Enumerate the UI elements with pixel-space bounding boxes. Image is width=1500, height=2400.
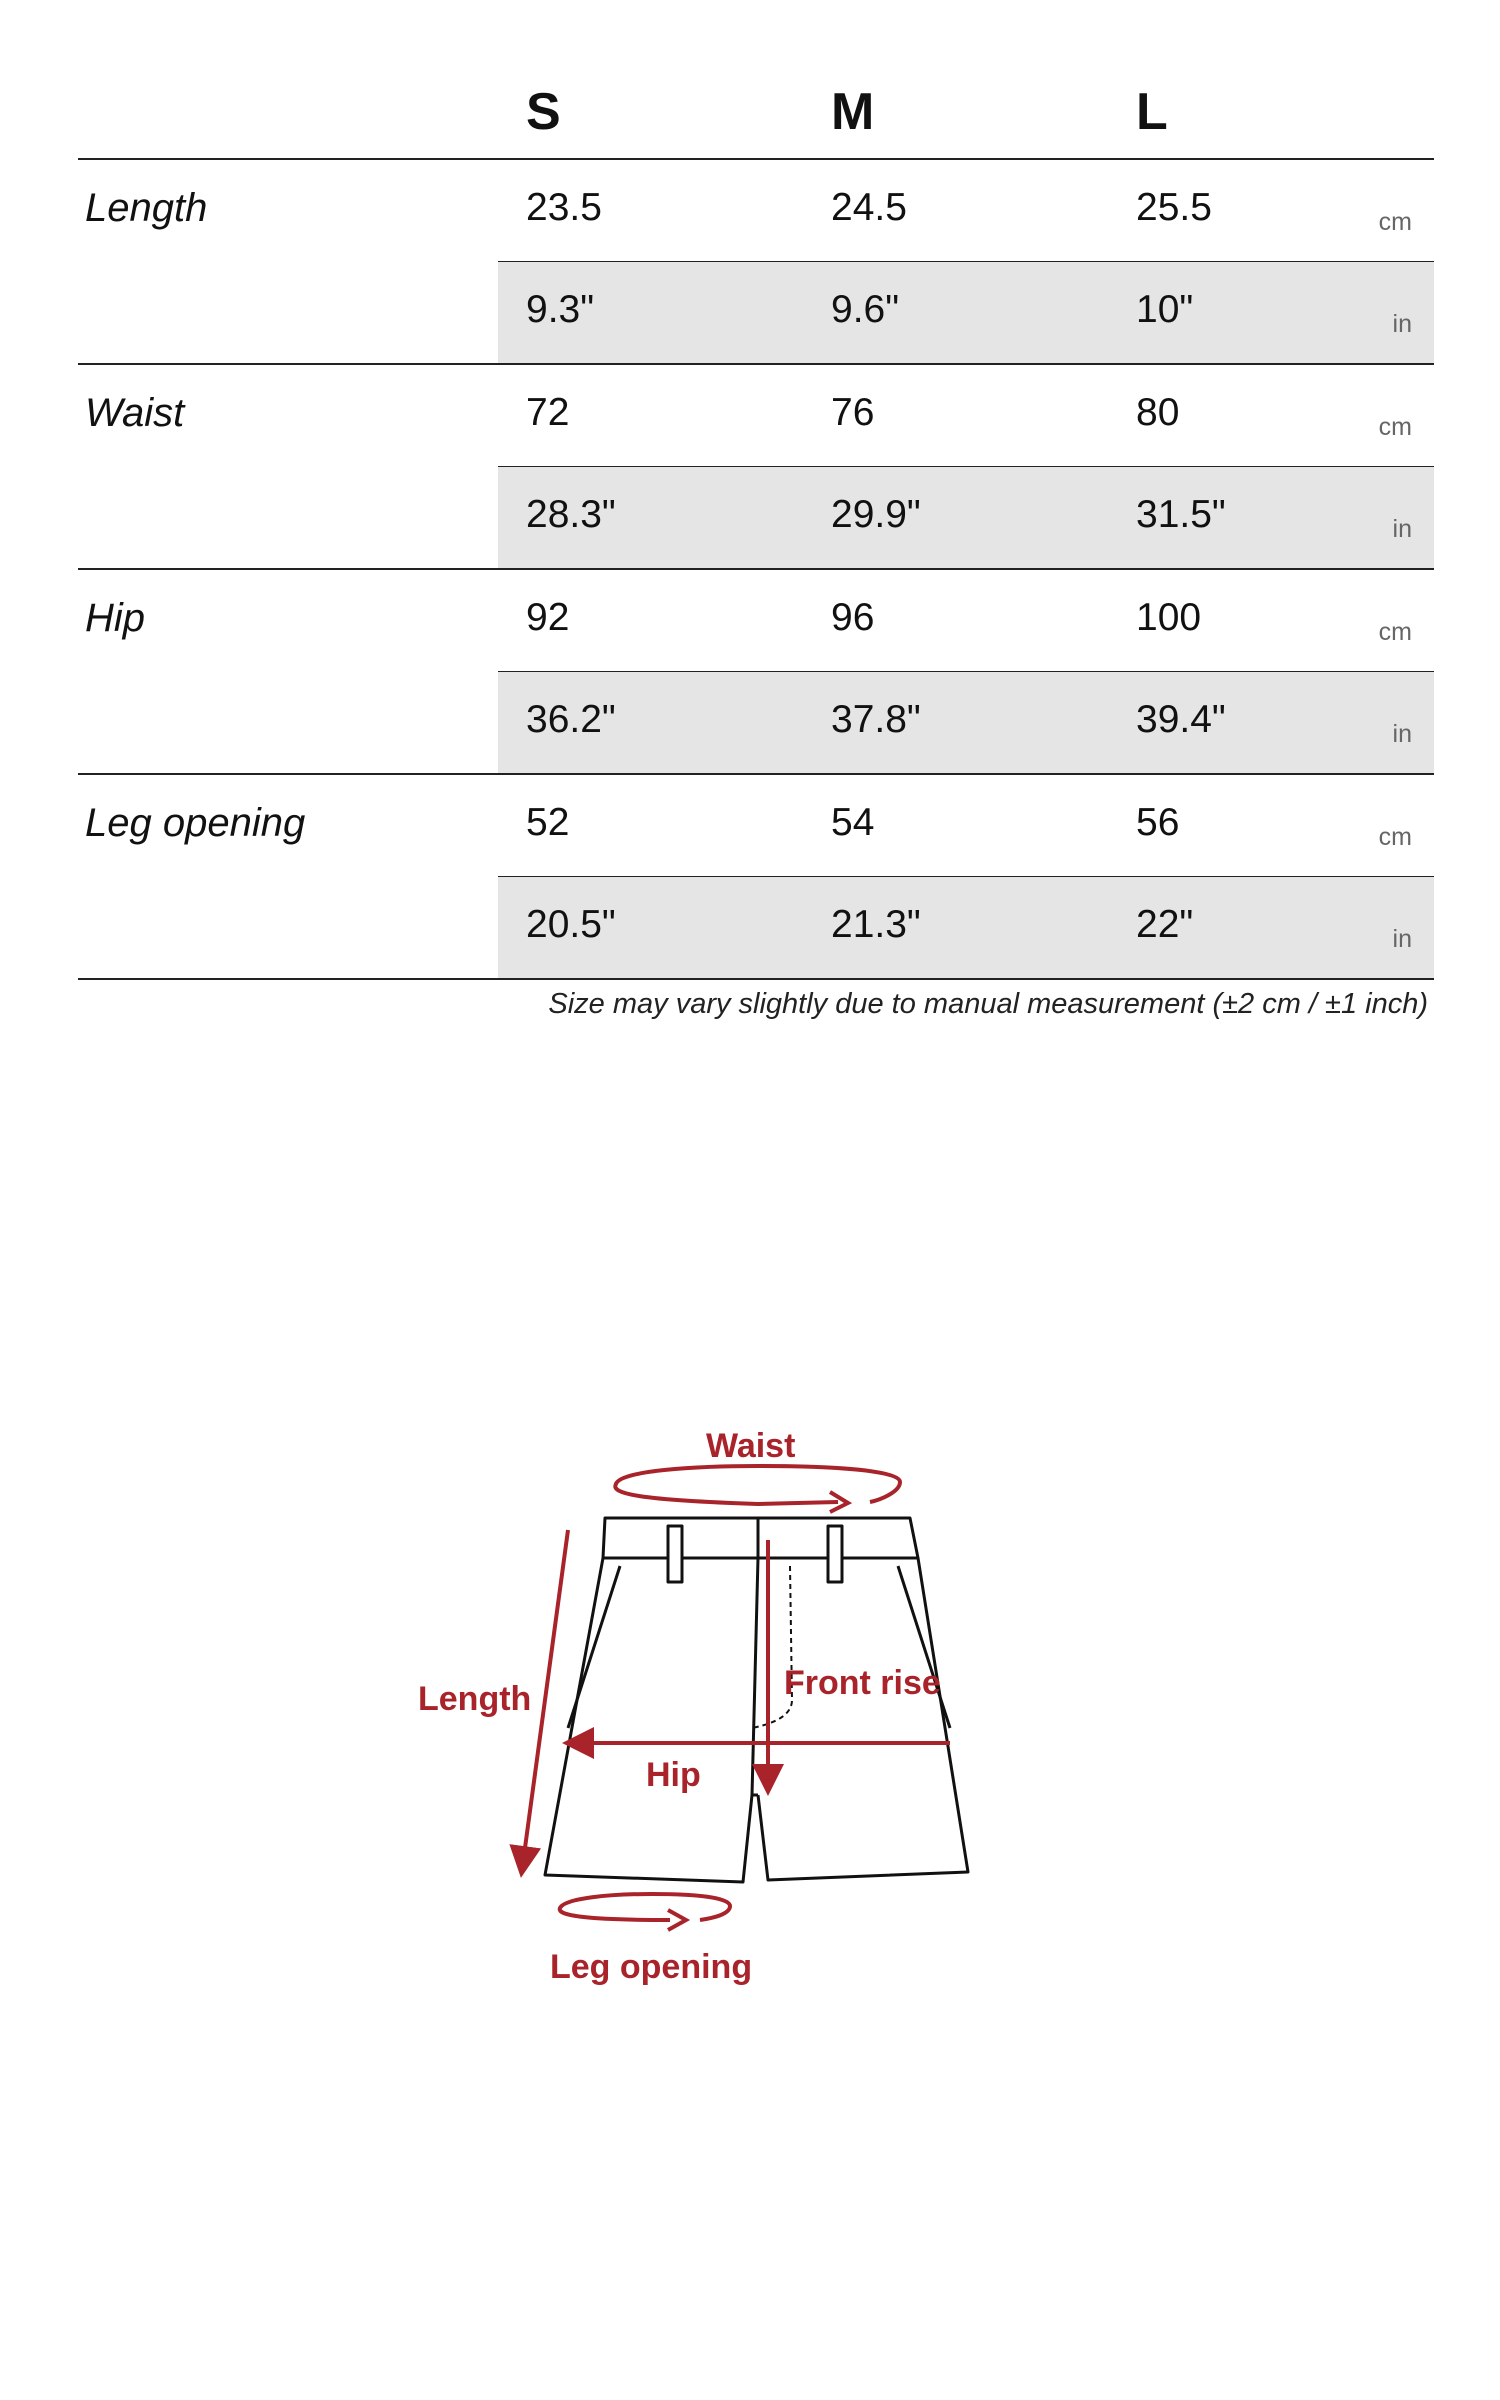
- shorts-body-right: [758, 1558, 968, 1880]
- cm-row: [498, 160, 1434, 263]
- value-cell: 92: [526, 596, 570, 639]
- size-header-s: S: [526, 83, 561, 141]
- value-cell: 31.5": [1136, 493, 1226, 536]
- pocket-left: [568, 1566, 620, 1728]
- measurement-footnote: Size may vary slightly due to manual measurement (±2 cm / ±1 inch): [548, 988, 1428, 1020]
- waist-label: Waist: [706, 1427, 796, 1465]
- value-cell: 56: [1136, 801, 1180, 844]
- value-cell: 52: [526, 801, 570, 844]
- belt-loop-left: [668, 1526, 682, 1582]
- value-cell: 22": [1136, 903, 1194, 946]
- value-cell: 72: [526, 391, 570, 434]
- unit-in: in: [1392, 515, 1412, 543]
- size-header-l: L: [1136, 83, 1168, 141]
- value-cell: 9.3": [526, 288, 595, 331]
- unit-in: in: [1392, 720, 1412, 748]
- size-header-row: [78, 60, 1434, 160]
- waist-arrow: [615, 1466, 900, 1504]
- value-cell: 80: [1136, 391, 1180, 434]
- measurement-group-leg-opening: [78, 775, 1434, 980]
- value-cell: 23.5: [526, 186, 602, 229]
- measurement-label: Leg opening: [85, 801, 306, 845]
- value-cell: 25.5: [1136, 186, 1212, 229]
- hip-label: Hip: [646, 1756, 701, 1794]
- measurement-group-length: [78, 160, 1434, 365]
- cm-row: [498, 775, 1434, 878]
- inch-row: [498, 262, 1434, 363]
- belt-loop-right: [828, 1526, 842, 1582]
- waistband: [603, 1518, 918, 1558]
- inch-row: [498, 672, 1434, 773]
- unit-in: in: [1392, 310, 1412, 338]
- shorts-measurement-diagram: [0, 1400, 1500, 2000]
- measurement-label: Waist: [85, 391, 185, 435]
- value-cell: 36.2": [526, 698, 616, 741]
- measurement-label: Hip: [85, 596, 146, 640]
- value-cell: 29.9": [831, 493, 921, 536]
- unit-cm: cm: [1378, 413, 1412, 441]
- value-cell: 21.3": [831, 903, 921, 946]
- unit-cm: cm: [1378, 618, 1412, 646]
- measurement-label: Length: [85, 186, 208, 230]
- value-cell: 39.4": [1136, 698, 1226, 741]
- unit-cm: cm: [1378, 208, 1412, 236]
- cm-row: [498, 365, 1434, 468]
- value-cell: 37.8": [831, 698, 921, 741]
- size-table: [78, 60, 1434, 980]
- unit-cm: cm: [1378, 823, 1412, 851]
- leg-opening-arrow: [560, 1894, 730, 1920]
- value-cell: 24.5: [831, 186, 907, 229]
- value-cell: 20.5": [526, 903, 616, 946]
- length-label: Length: [418, 1680, 532, 1718]
- measurement-group-waist: [78, 365, 1434, 570]
- measurement-group-hip: [78, 570, 1434, 775]
- size-header-m: M: [831, 83, 875, 141]
- value-cell: 9.6": [831, 288, 900, 331]
- value-cell: 76: [831, 391, 875, 434]
- shorts-body-left: [545, 1558, 758, 1882]
- front-rise-label: Front rise: [784, 1664, 941, 1702]
- value-cell: 54: [831, 801, 875, 844]
- inch-row: [498, 467, 1434, 568]
- fly-line: [752, 1558, 758, 1795]
- unit-in: in: [1392, 925, 1412, 953]
- cm-row: [498, 570, 1434, 673]
- value-cell: 100: [1136, 596, 1202, 639]
- value-cell: 10": [1136, 288, 1194, 331]
- inch-row: [498, 877, 1434, 978]
- value-cell: 96: [831, 596, 875, 639]
- value-cell: 28.3": [526, 493, 616, 536]
- leg-opening-label: Leg opening: [550, 1948, 753, 1986]
